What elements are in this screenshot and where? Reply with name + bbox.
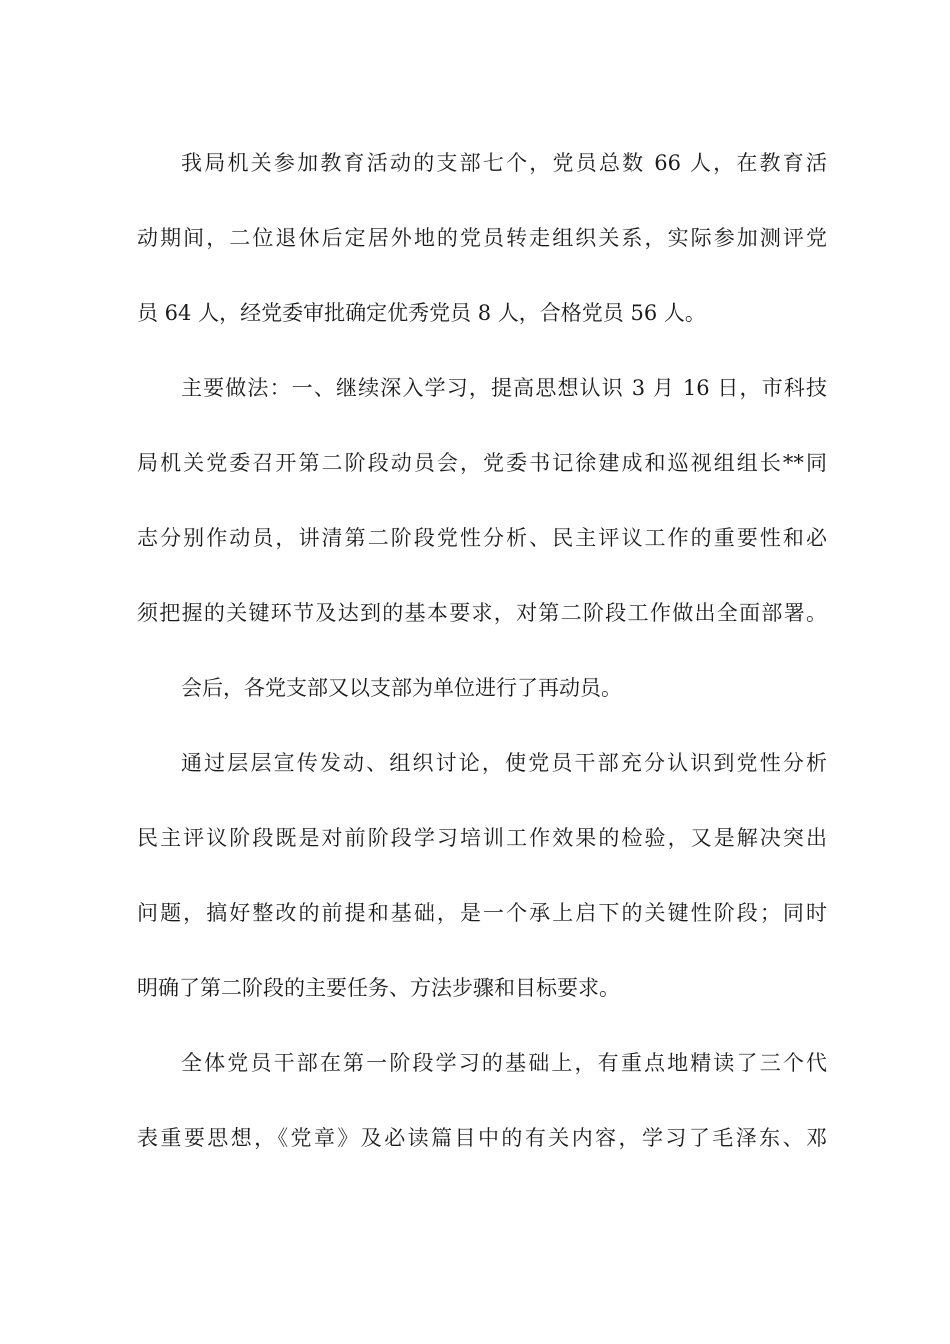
paragraph-2-line-1: 主要做法：一、继续深入学习，提高思想认识 3 月 16 日，市科技 <box>181 376 827 400</box>
paragraph-4-line-2: 民主评议阶段既是对前阶段学习培训工作效果的检验，又是解决突出 <box>137 826 827 850</box>
paragraph-2-line-4: 须把握的关键环节及达到的基本要求，对第二阶段工作做出全面部署。 <box>137 601 827 625</box>
paragraph-4-line-4: 明确了第二阶段的主要任务、方法步骤和目标要求。 <box>137 976 620 1000</box>
paragraph-3-line-1: 会后，各党支部又以支部为单位进行了再动员。 <box>181 676 622 700</box>
paragraph-4-line-1: 通过层层宣传发动、组织讨论，使党员干部充分认识到党性分析 <box>181 751 827 775</box>
paragraph-4-line-3: 问题，搞好整改的前提和基础，是一个承上启下的关键性阶段；同时 <box>137 901 827 925</box>
paragraph-2-line-2: 局机关党委召开第二阶段动员会，党委书记徐建成和巡视组组长**同 <box>137 451 827 475</box>
paragraph-1-line-3: 员 64 人，经党委审批确定优秀党员 8 人，合格党员 56 人。 <box>137 301 706 325</box>
paragraph-1-line-1: 我局机关参加教育活动的支部七个，党员总数 66 人，在教育活 <box>181 151 827 175</box>
paragraph-2-line-3: 志分别作动员，讲清第二阶段党性分析、民主评议工作的重要性和必 <box>137 526 827 550</box>
paragraph-1-line-2: 动期间，二位退休后定居外地的党员转走组织关系，实际参加测评党 <box>137 226 827 250</box>
paragraph-5-line-2: 表重要思想，《党章》及必读篇目中的有关内容，学习了毛泽东、邓 <box>137 1126 827 1150</box>
paragraph-5-line-1: 全体党员干部在第一阶段学习的基础上，有重点地精读了三个代 <box>181 1051 827 1075</box>
